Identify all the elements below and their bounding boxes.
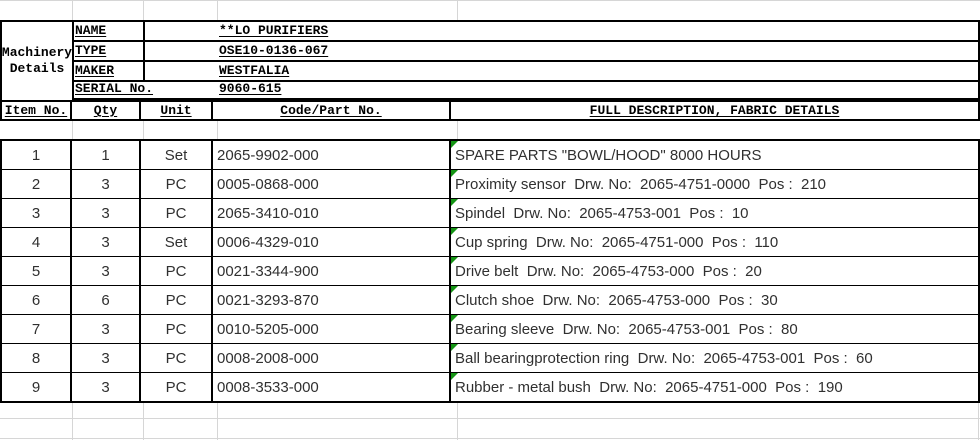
cell-divider: [143, 22, 145, 40]
cell-description[interactable]: [451, 344, 978, 372]
cell-item-no[interactable]: 4: [2, 228, 72, 256]
description-text: Cup spring Drw. No: 2065-4751-000 Pos : 110: [455, 234, 779, 251]
description-text: Clutch shoe Drw. No: 2065-4753-000 Pos : 30: [455, 292, 778, 309]
description-text: SPARE PARTS "BOWL/HOOD" 8000 HOURS: [455, 147, 762, 164]
error-indicator-icon: [451, 286, 458, 293]
machinery-type-label: TYPE: [75, 43, 107, 58]
cell-code[interactable]: 0005-0868-000: [213, 170, 451, 198]
cell-qty[interactable]: 3: [72, 257, 141, 285]
description-text: Spindel Drw. No: 2065-4753-001 Pos : 10: [455, 205, 749, 222]
cell-code[interactable]: 0021-3293-870: [213, 286, 451, 314]
gridline: [217, 121, 218, 139]
description-text: Rubber - metal bush Drw. No: 2065-4751-000 Pos : 190: [455, 379, 843, 396]
gridline: [457, 0, 458, 20]
machinery-row-serial[interactable]: [72, 82, 980, 100]
cell-description[interactable]: [451, 257, 978, 285]
cell-unit[interactable]: PC: [141, 170, 213, 198]
cell-item-no[interactable]: 8: [2, 344, 72, 372]
cell-unit[interactable]: PC: [141, 199, 213, 227]
header-full-description[interactable]: FULL DESCRIPTION, FABRIC DETAILS: [589, 103, 840, 118]
cell-code[interactable]: 0006-4329-010: [213, 228, 451, 256]
cell-unit[interactable]: PC: [141, 315, 213, 343]
cell-code[interactable]: 2065-3410-010: [213, 199, 451, 227]
table-row: [2, 373, 978, 401]
gridline: [143, 0, 144, 20]
gridline: [978, 403, 979, 440]
gridline: [72, 403, 73, 440]
machinery-name-label: NAME: [75, 23, 107, 38]
gridline: [0, 418, 980, 419]
cell-unit[interactable]: PC: [141, 257, 213, 285]
machinery-maker-value[interactable]: WESTFALIA: [219, 63, 290, 78]
error-indicator-icon: [451, 170, 458, 177]
machinery-row-type[interactable]: [72, 42, 980, 62]
machinery-type-value[interactable]: OSE10-0136-067: [219, 43, 329, 58]
machinery-maker-label: MAKER: [75, 63, 115, 78]
header-code-part-no[interactable]: Code/Part No.: [213, 102, 451, 119]
header-qty[interactable]: Qty: [72, 102, 141, 119]
cell-code[interactable]: 2065-9902-000: [213, 141, 451, 169]
cell-item-no[interactable]: 2: [2, 170, 72, 198]
gridline: [143, 121, 144, 139]
error-indicator-icon: [451, 257, 458, 264]
gridline: [217, 403, 218, 440]
cell-divider: [143, 42, 145, 60]
cell-unit[interactable]: PC: [141, 344, 213, 372]
cell-item-no[interactable]: 1: [2, 141, 72, 169]
table-row: [2, 286, 978, 315]
cell-qty[interactable]: 1: [72, 141, 141, 169]
description-text: Drive belt Drw. No: 2065-4753-000 Pos : 20: [455, 263, 762, 280]
cell-code[interactable]: 0008-2008-000: [213, 344, 451, 372]
error-indicator-icon: [451, 228, 458, 235]
table-row: [2, 344, 978, 373]
table-row: [2, 257, 978, 286]
description-text: Ball bearingprotection ring Drw. No: 2065-4753-001 Pos : 60: [455, 350, 873, 367]
cell-qty[interactable]: 6: [72, 286, 141, 314]
header-unit[interactable]: Unit: [141, 102, 213, 119]
description-text: Bearing sleeve Drw. No: 2065-4753-001 Pos : 80: [455, 321, 798, 338]
cell-code[interactable]: 0021-3344-900: [213, 257, 451, 285]
machinery-name-value[interactable]: **LO PURIFIERS: [219, 23, 329, 38]
cell-qty[interactable]: 3: [72, 315, 141, 343]
parts-table: [0, 139, 980, 403]
cell-unit[interactable]: PC: [141, 286, 213, 314]
cell-item-no[interactable]: 3: [2, 199, 72, 227]
machinery-details-block: [72, 20, 980, 102]
table-row: [2, 228, 978, 257]
machinery-row-maker[interactable]: [72, 62, 980, 82]
table-row: [2, 170, 978, 199]
cell-qty[interactable]: 3: [72, 373, 141, 401]
cell-qty[interactable]: 3: [72, 199, 141, 227]
cell-divider: [143, 62, 145, 80]
gridline: [143, 403, 144, 440]
cell-item-no[interactable]: 6: [2, 286, 72, 314]
error-indicator-icon: [451, 141, 458, 148]
cell-qty[interactable]: 3: [72, 344, 141, 372]
cell-description[interactable]: [451, 170, 978, 198]
error-indicator-icon: [451, 344, 458, 351]
error-indicator-icon: [451, 199, 458, 206]
cell-qty[interactable]: 3: [72, 170, 141, 198]
machinery-details-label: Machinery Details: [1, 45, 73, 76]
table-row: [2, 315, 978, 344]
machinery-row-name[interactable]: [72, 22, 980, 42]
table-row: [2, 199, 978, 228]
gridline: [0, 438, 980, 439]
cell-item-no[interactable]: 5: [2, 257, 72, 285]
cell-code[interactable]: 0010-5205-000: [213, 315, 451, 343]
cell-description[interactable]: [451, 228, 978, 256]
header-item-no[interactable]: Item No.: [2, 102, 72, 119]
description-text: Proximity sensor Drw. No: 2065-4751-0000 Pos : 210: [455, 176, 827, 193]
cell-item-no[interactable]: 9: [2, 373, 72, 401]
gridline: [457, 403, 458, 440]
cell-item-no[interactable]: 7: [2, 315, 72, 343]
gridline: [217, 0, 218, 20]
table-row: [2, 141, 978, 170]
gridline: [72, 0, 73, 20]
machinery-serial-value[interactable]: 9060-615: [219, 81, 282, 96]
gridline: [72, 121, 73, 139]
cell-description[interactable]: [451, 141, 978, 169]
cell-unit[interactable]: PC: [141, 373, 213, 401]
cell-description[interactable]: [451, 373, 978, 401]
gridline: [0, 0, 980, 1]
cell-description[interactable]: [451, 315, 978, 343]
machinery-details-section-cell[interactable]: [0, 20, 74, 102]
cell-description[interactable]: [451, 199, 978, 227]
cell-description[interactable]: [451, 286, 978, 314]
cell-unit[interactable]: Set: [141, 141, 213, 169]
machinery-serial-label: SERIAL No.: [75, 81, 154, 96]
cell-code[interactable]: 0008-3533-000: [213, 373, 451, 401]
cell-qty[interactable]: 3: [72, 228, 141, 256]
gridline: [457, 121, 458, 139]
error-indicator-icon: [451, 373, 458, 380]
error-indicator-icon: [451, 315, 458, 322]
cell-unit[interactable]: Set: [141, 228, 213, 256]
table-header-row: [0, 100, 980, 121]
